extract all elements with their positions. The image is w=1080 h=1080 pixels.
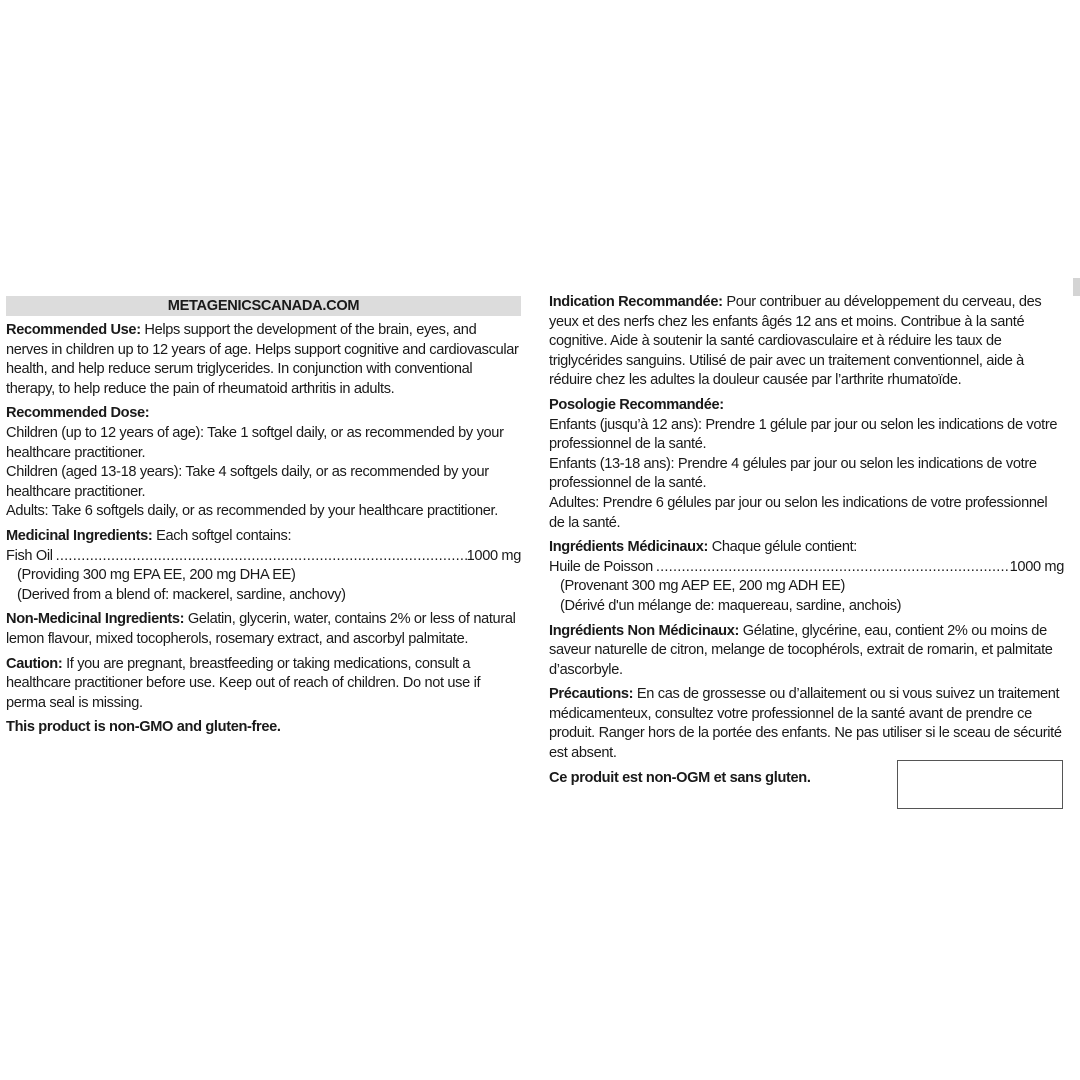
dose-enfants-under-12: Enfants (jusqu’à 12 ans): Prendre 1 gélule par jour ou selon les indications de votre professionnel de la santé. [549, 416, 1058, 453]
dose-enfants-13-18: Enfants (13-18 ans): Prendre 4 gélules par jour ou selon les indications de votre professionnel de la santé. [549, 455, 1037, 492]
dot-leader [53, 547, 467, 567]
ingredient-note: (Providing 300 mg EPA EE, 200 mg DHA EE) [17, 567, 296, 584]
lot-expiry-box [897, 760, 1063, 809]
recommended-use-text: Helps support the development of the brain, eyes, and nerves in children up to 12 years of age. Helps support cognitive and cardiovascular health, and help reduce serum triglycerides. In conjunction with conventional therapy, to help reduce the pain of rheumatoid arthritis in adults. [6, 322, 519, 397]
dose-children-13-18: Children (aged 13-18 years): Take 4 softgels daily, or as recommended by your healthcare practitioner. [6, 464, 489, 500]
caution-section [6, 655, 521, 714]
ingredients-medicinaux-section [549, 538, 1064, 616]
ingredient-note: (Derived from a blend of: mackerel, sardine, anchovy) [17, 586, 346, 603]
website-banner: METAGENICSCANADA.COM [6, 296, 521, 316]
ingredients-non-medicinaux-section [549, 622, 1064, 681]
ingredient-row [6, 547, 521, 567]
recommended-dose-section [6, 404, 521, 522]
ingredient-amount: 1000 mg [1009, 558, 1064, 575]
recommended-use-section [6, 321, 521, 399]
dose-children-under-12: Children (up to 12 years of age): Take 1 softgel daily, or as recommended by your healthcare practitioner. [6, 424, 504, 461]
medicinal-ingredients-section [6, 527, 521, 605]
dose-adults: Adults: Take 6 softgels daily, or as recommended by your healthcare practitioner. [6, 503, 498, 520]
medicinal-ingredients-label: Medicinal Ingredients: [6, 527, 153, 544]
dot-leader [653, 558, 1010, 578]
ingredients-medicinaux-label: Ingrédients Médicinaux: [549, 539, 708, 556]
english-column [6, 296, 521, 738]
posologie-label: Posologie Recommandée: [549, 396, 724, 413]
ingredient-amount: 1000 mg [466, 547, 521, 564]
precautions-label: Précautions: [549, 686, 634, 703]
non-medicinal-ingredients-label: Non-Medicinal Ingredients: [6, 611, 185, 628]
precautions-section [549, 685, 1064, 763]
ingredients-non-medicinaux-label: Ingrédients Non Médicinaux: [549, 622, 740, 639]
ingredient-note: (Dérivé d'un mélange de: maquereau, sardine, anchois) [560, 597, 902, 614]
recommended-dose-label: Recommended Dose: [6, 405, 150, 422]
ingredients-medicinaux-text: Chaque gélule contient: [708, 539, 858, 556]
non-gmo-statement: This product is non-GMO and gluten-free. [6, 719, 281, 736]
dose-adultes: Adultes: Prendre 6 gélules par jour ou selon les indications de votre professionnel de la santé. [549, 494, 1048, 531]
ingredient-name: Huile de Poisson [549, 558, 653, 575]
indication-text: Pour contribuer au développement du cerveau, des yeux et des nerfs chez les enfants âgés 12 ans et moins. Contribue à la santé cognitive. Aide à soutenir la santé cardiovasculaire et à réduire les taux de triglycérides sanguins. Utilisé de pair avec un traitement conventionnel, aide à réduire chez les adultes la douleur causée par l’arthrite rhumatoïde. [549, 294, 1042, 389]
edge-mark [1073, 278, 1080, 296]
french-column [549, 293, 1064, 788]
indication-section [549, 293, 1064, 391]
medicinal-ingredients-text: Each softgel contains: [152, 527, 292, 544]
posologie-section [549, 396, 1064, 533]
precautions-text: En cas de grossesse ou d’allaitement ou si vous suivez un traitement médicamenteux, consultez votre professionnel de la santé avant de prendre ce produit. Ranger hors de la portée des enfants. Ne pas utiliser si le sceau de sécurité est absent. [549, 686, 1062, 762]
caution-text: If you are pregnant, breastfeeding or taking medications, consult a healthcare practitioner before use. Keep out of reach of children. Do not use if perma seal is missing. [6, 655, 481, 711]
non-medicinal-ingredients-section [6, 610, 521, 649]
caution-label: Caution: [6, 655, 63, 672]
non-medicinal-ingredients-text: Gelatin, glycerin, water, contains 2% or less of natural lemon flavour, mixed tocopherols, rosemary extract, and ascorbyl palmitate. [6, 611, 516, 647]
ingredient-row [549, 558, 1064, 578]
ingredient-name: Fish Oil [6, 547, 53, 564]
indication-label: Indication Recommandée: [549, 294, 723, 310]
non-ogm-statement: Ce produit est non-OGM et sans gluten. [549, 769, 811, 786]
ingredient-note: (Provenant 300 mg AEP EE, 200 mg ADH EE) [560, 578, 846, 595]
recommended-use-label: Recommended Use: [6, 322, 141, 338]
ingredients-non-medicinaux-text: Gélatine, glycérine, eau, contient 2% ou moins de saveur naturelle de citron, melange de tocophérols, extrait de romarin, et palmitate d’ascorbyle. [549, 622, 1053, 678]
